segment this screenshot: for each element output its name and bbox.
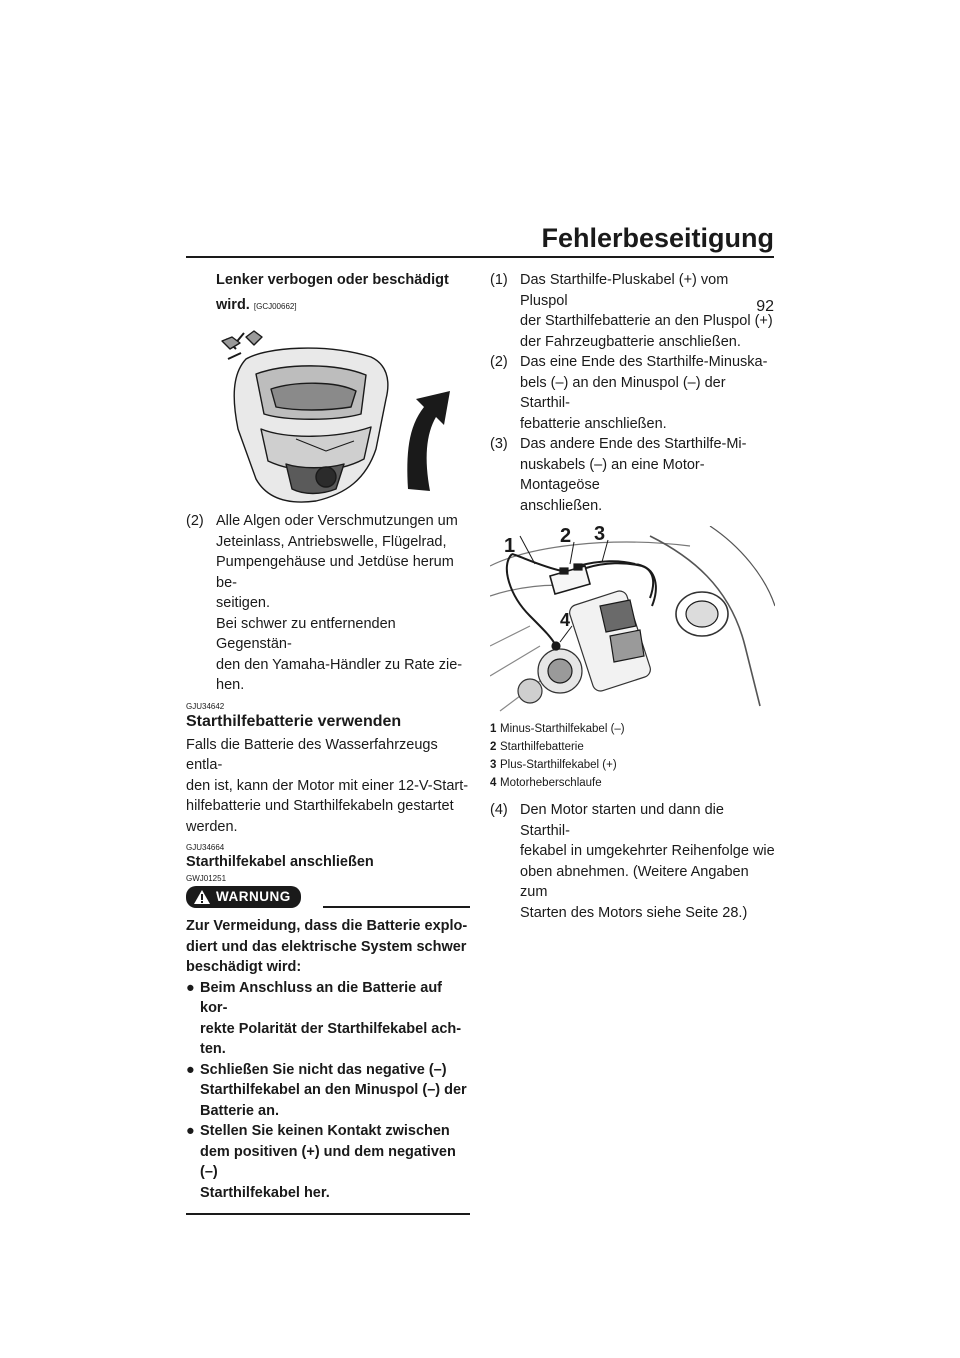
text-line: Alle Algen oder Verschmutzungen um [216, 513, 458, 529]
text-line: beschädigt wird: [186, 959, 302, 975]
text-line: Starthilfekabel an den Minuspol (–) der [200, 1082, 467, 1098]
text-line: Batterie an. [200, 1102, 279, 1119]
text-line: Zur Vermeidung, dass die Batterie explo- [186, 918, 468, 934]
step-text [216, 511, 470, 696]
warning-header [186, 886, 470, 908]
warning-triangle-icon [194, 890, 210, 904]
text-line: fekabel in umgekehrter Reihenfolge wie [520, 843, 775, 859]
figure-label-2: 2 [560, 526, 572, 547]
warning-badge [186, 886, 301, 908]
text-line: Starten des Motors siehe Seite 28.) [520, 904, 748, 921]
text-line: oben abnehmen. (Weitere Angaben zum [520, 863, 749, 900]
step-number: (2) [490, 354, 508, 370]
step-number: (3) [490, 436, 508, 452]
text-line: Pumpengehäuse und Jetdüse herum be- [216, 554, 454, 591]
intro-line-2-text: wird. [216, 296, 250, 313]
text-line: hilfebatterie und Starthilfekabeln gestartet [186, 798, 454, 814]
step-number: (2) [186, 513, 204, 529]
text-line: Starthilfekabel her. [200, 1184, 330, 1201]
text-line: Das Starthilfe-Pluskabel (+) vom Pluspol [520, 272, 729, 309]
page-title: Fehlerbeseitigung [541, 223, 774, 253]
figure-captions [490, 720, 775, 792]
text-line: hen. [216, 677, 245, 693]
text-line: diert und das elektrische System schwer [186, 938, 467, 955]
text-line: febatterie anschließen. [520, 415, 667, 432]
text-line: der Starthilfebatterie an den Pluspol (+) [520, 313, 773, 329]
right-step-1 [490, 270, 775, 352]
bullet-dot: ● [186, 1061, 195, 1078]
subsection-title: Starthilfekabel anschließen [186, 854, 374, 870]
direction-arrow [407, 391, 450, 491]
bullet-dot: ● [186, 979, 195, 996]
warning-bullet [186, 1060, 470, 1122]
subsection-code: GJU34664 [186, 843, 225, 852]
right-column [490, 270, 775, 923]
text-line: Den Motor starten und dann die Starthil- [520, 802, 724, 839]
text-line: bels (–) an den Minuspol (–) der Starthil- [520, 374, 726, 411]
bullet-dot: ● [186, 1123, 195, 1139]
text-line: werden. [186, 818, 238, 835]
figure-label-3: 3 [594, 526, 606, 545]
text-line: anschließen. [520, 497, 603, 514]
text-line: den ist, kann der Motor mit einer 12-V-Start- [186, 777, 469, 794]
warning-bottom-rule [186, 1213, 470, 1215]
section-title: Starthilfebatterie verwenden [186, 712, 402, 730]
header-rule [186, 256, 774, 258]
right-step-2 [490, 352, 775, 434]
text-line: Stellen Sie keinen Kontakt zwischen [200, 1123, 450, 1139]
intro-line-1: Lenker verbogen oder beschädigt [216, 272, 449, 288]
section-code: GJU34642 [186, 701, 225, 711]
warning-body [186, 916, 470, 1203]
text-line: Beim Anschluss an die Batterie auf kor- [200, 979, 443, 1016]
text-line: der Fahrzeugbatterie anschließen. [520, 333, 741, 350]
caption-number: 3 [490, 759, 497, 771]
warning-bullet [186, 1121, 470, 1203]
text-line: den den Yamaha-Händler zu Rate zie- [216, 656, 463, 673]
warning-label: WARNUNG [216, 889, 291, 904]
caption-text: Starthilfebatterie [500, 741, 584, 753]
caption-number: 1 [490, 723, 497, 735]
text-line: rekte Polarität der Starthilfekabel ach- [200, 1020, 462, 1037]
warning-top-rule [323, 906, 470, 908]
jump-cable-figure [490, 526, 775, 716]
text-line: dem positiven (+) und dem negativen (–) [200, 1143, 456, 1180]
step-number: (4) [490, 802, 508, 818]
jetski-illustration [186, 319, 470, 509]
caption-item [490, 756, 775, 774]
left-column [186, 270, 470, 1215]
text-line: nuskabels (–) an eine Motor-Montageöse [520, 456, 705, 493]
page-number: 92 [756, 298, 774, 315]
left-step-2 [186, 511, 470, 696]
figure-label-4: 4 [560, 610, 571, 630]
intro-line-2 [186, 295, 470, 318]
text-line: seitigen. [216, 595, 271, 611]
section-paragraph [186, 735, 470, 838]
right-step-3 [490, 434, 775, 516]
caption-number: 2 [490, 741, 497, 753]
text-line: Jeteinlass, Antriebswelle, Flügelrad, [216, 533, 447, 550]
intro-ref-code: [GCJ00662] [253, 301, 297, 311]
right-step-4 [490, 800, 775, 923]
text-line: Bei schwer zu entfernenden Gegenstän- [216, 615, 396, 652]
warning-bullet [186, 978, 470, 1060]
text-line: Falls die Batterie des Wasserfahrzeugs entla- [186, 736, 438, 773]
warning-code: GWJ01251 [186, 874, 227, 883]
caption-item [490, 720, 775, 738]
caption-item [490, 738, 775, 756]
figure-label-1: 1 [504, 535, 516, 557]
text-line: ten. [200, 1041, 226, 1057]
caption-item [490, 774, 775, 792]
text-line: Das andere Ende des Starthilfe-Mi- [520, 436, 747, 452]
caption-text: Minus-Starthilfekabel (–) [500, 723, 625, 735]
text-line: Das eine Ende des Starthilfe-Minuska- [520, 354, 768, 370]
caption-text: Plus-Starthilfekabel (+) [500, 759, 617, 771]
caption-text: Motorheberschlaufe [500, 777, 602, 789]
caption-number: 4 [490, 777, 497, 789]
text-line: Schließen Sie nicht das negative (–) [200, 1061, 447, 1078]
step-number: (1) [490, 272, 508, 288]
